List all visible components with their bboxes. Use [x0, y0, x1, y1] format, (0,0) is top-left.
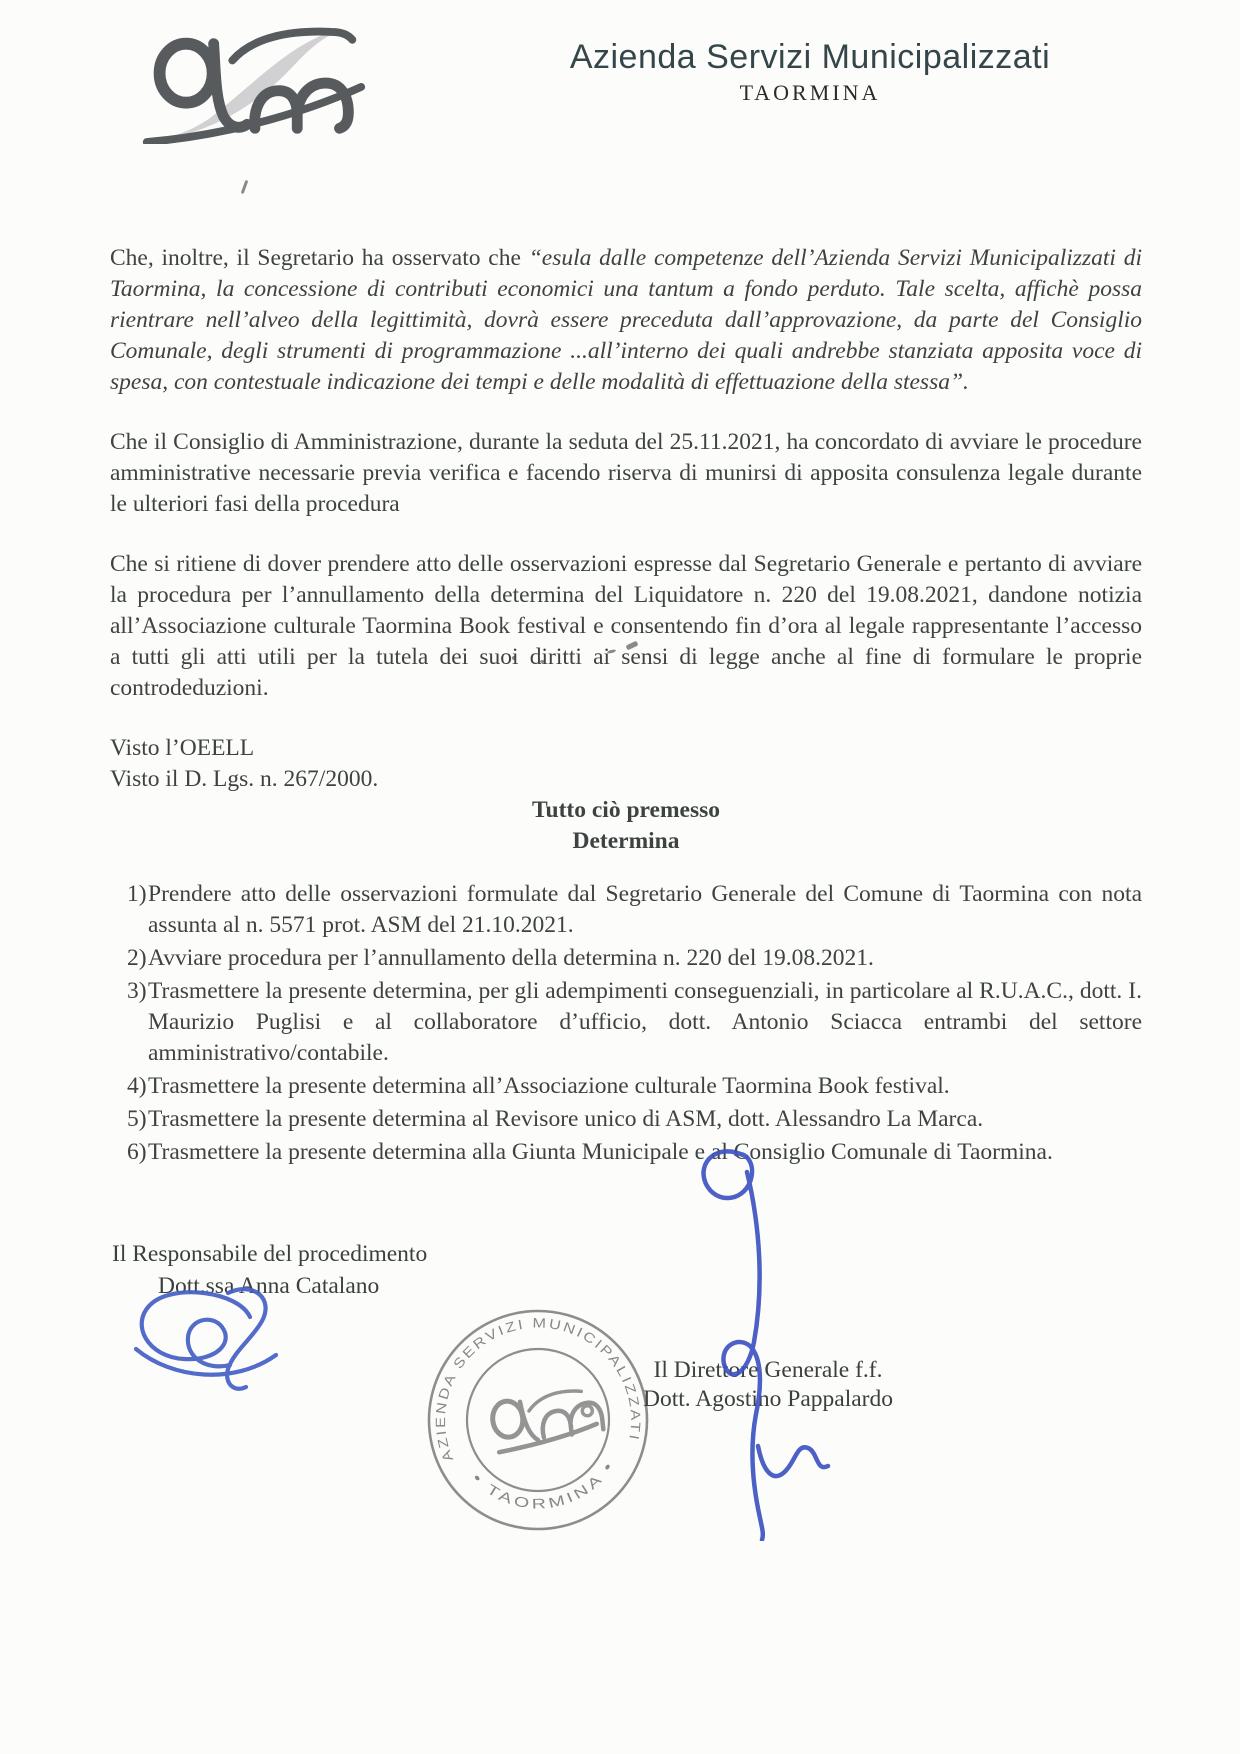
visto-dlgs: Visto il D. Lgs. n. 267/2000. [110, 766, 379, 792]
visto-oeell: Visto l’OEELL [110, 735, 255, 761]
responsabile-role: Il Responsabile del procedimento [112, 1241, 428, 1267]
paragraph-annullamento: Che si ritiene di dover prendere atto delle osservazioni espresse dal Segretario Generale e pertanto di avviare la procedura per l’annullamento della determina del Liquidatore n. 220 del 19.08.2021, dandone notizia all’Associazione culturale Taormina Book festival e consentendo fin d’ora al legale rappresentante l’accesso a tutti gli atti utili per la tutela dei suoi diritti ai sensi di legge anche al fine di formulare le proprie controdeduzioni. [110, 551, 1142, 701]
org-city: TAORMINA [739, 80, 881, 105]
list-item [127, 1071, 1142, 1102]
responsabile-name: Dott.ssa Anna Catalano [158, 1273, 380, 1299]
signature-catalano [124, 1283, 296, 1401]
asm-round-stamp [423, 1305, 653, 1535]
list-number: 5) [127, 1106, 147, 1132]
para1-prefix: Che, inoltre, il Segretario ha osservato che [110, 245, 529, 271]
list-item-text: Trasmettere la presente determina all’Associazione culturale Taormina Book festival. [148, 1073, 950, 1099]
stamp-bottom-text: • TAORMINA • [469, 1459, 617, 1512]
paragraph-osservazioni [110, 243, 1142, 398]
list-item [127, 1137, 1142, 1168]
list-number: 1) [127, 881, 147, 907]
asm-logo [138, 26, 366, 144]
list-item-text: Trasmettere la presente determina, per gli adempimenti conseguenziali, in particolare al R.U.A.C., dott. I. Maurizio Puglisi e al collaboratore d’ufficio, dott. Antonio Sciacca entrambi del settore amministrativo/contabile. [148, 978, 1142, 1066]
determina-list [127, 879, 1142, 1168]
direttore-name: Dott. Agostino Pappalardo [643, 1386, 893, 1412]
stamp-ring-text: AZIENDA SERVIZI MUNICIPALIZZATI [433, 1315, 644, 1464]
list-number: 3) [127, 978, 147, 1004]
list-item [127, 943, 1142, 974]
list-number: 2) [127, 945, 147, 971]
list-item-text: Trasmettere la presente determina alla Giunta Municipale e al Consiglio Comunale di Taormina. [148, 1139, 1053, 1165]
scan-artifact [241, 180, 249, 194]
list-item [127, 1104, 1142, 1135]
signature-pappalardo [650, 1146, 865, 1541]
list-number: 6) [127, 1139, 147, 1165]
direttore-role: Il Direttore Generale f.f. [653, 1357, 883, 1383]
list-item-text: Trasmettere la presente determina al Revisore unico di ASM, dott. Alessandro La Marca. [148, 1106, 984, 1132]
list-item [127, 879, 1142, 941]
list-item [127, 976, 1142, 1069]
svg-text:AZIENDA SERVIZI MUNICIPALIZZAT [423, 1305, 646, 1465]
document-body [110, 243, 1142, 1170]
heading-determina: Determina [572, 828, 680, 854]
para1-quote: “esula dalle competenze dell’Azienda Servizi Municipalizzati di Taormina, la concessione di contributi economici una tantum a fondo perduto. Tale scelta, affichè possa rientrare nell’alveo della legittimità, dovrà essere preceduta dall’approvazione, da parte del Consiglio Comunale, degli strumenti di programmazione ...all’interno dei quali andrebbe stanziata apposita voce di spesa, con contestuale indicazione dei tempi e delle modalità di effettuazione della stessa”. [110, 245, 1142, 395]
heading-premesso: Tutto ciò premesso [532, 797, 720, 823]
paragraph-consiglio: Che il Consiglio di Amministrazione, durante la seduta del 25.11.2021, ha concordato di avviare le procedure amministrative necessarie previa verifica e facendo riserva di munirsi di apposita consulenza legale durante le ulteriori fasi della procedura [110, 429, 1142, 517]
letterhead [450, 38, 1170, 106]
list-item-text: Avviare procedura per l’annullamento della determina n. 220 del 19.08.2021. [148, 945, 874, 971]
org-name: Azienda Servizi Municipalizzati [569, 38, 1051, 76]
list-number: 4) [127, 1073, 147, 1099]
list-item-text: Prendere atto delle osservazioni formulate dal Segretario Generale del Comune di Taormina con nota assunta al n. 5571 prot. ASM del 21.10.2021. [148, 881, 1142, 938]
